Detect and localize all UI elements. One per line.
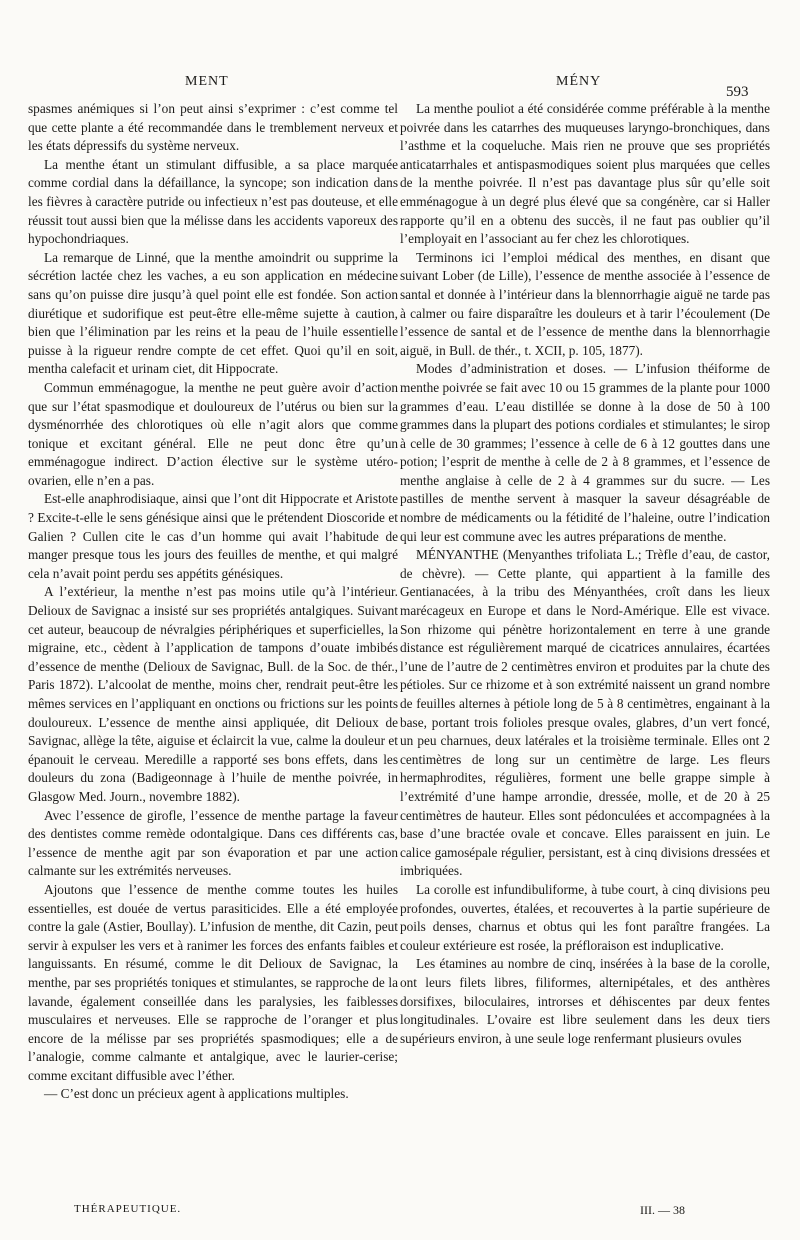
paragraph: Terminons ici l’emploi médical des menthes, en disant que suivant Lober (de Lille), l’essence de menthe associée à l’essence de santal et donnée à l’intérieur dans la blennorrhagie aiguë ne tarde pas à calmer ou faire disparaître les douleurs et à tarir l’écoulement (De l’essence de santal et de l’essence de menthe dans la blennorrhagie aiguë, in Bull. de thér., t. XCII, p. 105, 1877).: [400, 249, 770, 358]
paragraph: spasmes anémiques si l’on peut ainsi s’exprimer : c’est comme tel que cette plante a été recommandée dans le tremblement nerveux et les états dépressifs du système nerveux.: [28, 101, 398, 154]
page-number: 593: [726, 84, 749, 100]
running-head-left: MENT: [185, 74, 229, 89]
paragraph-modes-doses: Modes d’administration et doses. — L’infusion théiforme de menthe poivrée se fait avec 10 ou 15 grammes de la plante pour 1000 grammes d’eau. L’eau distillée se donne à la dose de 50 à 100 grammes dans la plupart des potions cordiales et stimulantes; le sirop à celle de 30 grammes; l’essence à celle de 6 à 12 gouttes dans une potion; l’esprit de menthe à celle de 2 à 8 grammes, et l’essence de menthe anglaise à celle de 2 à 4 grammes sur du sucre. — Les pastilles de menthe servent à masquer la saveur désagréable de nombre de médicaments ou la fétidité de l’haleine, outre l’indication qui leur est commune avec les autres préparations de menthe.: [400, 361, 770, 544]
paragraph-menyanthe-entry: MÉNYANTHE (Menyanthes trifoliata L.; Trèfle d’eau, de castor, de chèvre). — Cette plante, qui appartient à la famille des Gentianacées, à la tribu des Ményanthées, croît dans les lieux marécageux en Europe et dans le Nord-Amérique. Elle est vivace. Son rhizome qui pénètre horizontalement en terre à une grande distance est régulièrement marqué de cicatrices annulaires, écartées l’une de l’autre de 2 centimètres environ et produites par la chute des pétioles. Sur ce rhizome et à son extrémité naissent un grand nombre de feuilles alternes à pétiole long de 5 à 8 centimètres, engainant à la base, portant trois folioles presque ovales, glabres, d’un vert foncé, un peu charnues, deux latérales et la troisième terminale. Elles ont 2 centimètres de long sur un centimètre de large. Les fleurs hermaphrodites, régulières, forment une belle grappe simple à l’extrémité d’une hampe arrondie, dressée, molle, et de 20 à 25 centimètres de hauteur. Elles sont pédonculées et accompagnées à la base d’une bractée ovale et concave. Elles paraissent en juin. Le calice gamosépale régulier, persistant, est à cinq divisions dressées et imbriquées.: [400, 547, 770, 879]
paragraph: Ajoutons que l’essence de menthe comme toutes les huiles essentielles, est douée de vertus parasiticides. Elle a été employée contre la gale (Astier, Boullay). L’infusion de menthe, dit Cazin, peut servir à expulser les vers et à ranimer les forces des enfants faibles et languissants. En résumé, comme le dit Delioux de Savignac, la menthe, par ses propriétés toniques et stimulantes, se rapproche de la lavande, également conseillée dans les paralysies, les faiblesses musculaires et nerveuses. Elle se rapproche de l’oranger et plus encore de la mélisse par ses propriétés spasmodiques; elle a de l’analogie, comme calmante et antalgique, avec le laurier-cerise; comme excitant diffusible avec l’éther.: [28, 881, 398, 1083]
paragraph: Est-elle anaphrodisiaque, ainsi que l’ont dit Hippocrate et Aristote ? Excite-t-elle le sens génésique ainsi que le prétendent Dioscoride et Galien ? Cullen cite le cas d’un homme qui avait l’habitude de manger presque tous les jours des feuilles de menthe, et qui malgré cela n’avait point perdu ses appétits génésiques.: [28, 491, 398, 581]
paragraph: — C’est donc un précieux agent à applications multiples.: [44, 1086, 349, 1102]
paragraph: Avec l’essence de girofle, l’essence de menthe partage la faveur des dentistes comme remède odontalgique. Dans ces différents cas, l’essence de menthe agit par son évaporation et par une action calmante sur les extrémités nerveuses.: [28, 807, 398, 879]
paragraph: Les étamines au nombre de cinq, insérées à la base de la corolle, ont leurs filets libres, filiformes, alternipétales, et des anthères dorsifixes, biloculaires, introrses et déhiscentes par deux fentes longitudinales. L’ovaire est libre seulement dans les deux tiers supérieurs environ, à une seule loge renfermant plusieurs ovules: [400, 956, 770, 1046]
paragraph: A l’extérieur, la menthe n’est pas moins utile qu’à l’intérieur. Delioux de Savignac a insisté sur ses propriétés antalgiques. Suivant cet auteur, beaucoup de névralgies périphériques et superficielles, la migraine, etc., cèdent à l’application de tampons d’ouate imbibés d’essence de menthe (Delioux de Savignac, Bull. de la Soc. de thér., Paris 1872). L’alcoolat de menthe, moins cher, rendrait peut-être les mêmes services en l’appliquant en onctions ou frictions sur les points douloureux. L’essence de menthe ainsi appliquée, dit Delioux de Savignac, allège la tête, aiguise et éclaircit la vue, calme la douleur et épanouit le cerveau. Meredille a rapporté ses bons effets, dans les douleurs du zona (Badigeonnage à l’huile de menthe poivrée, in Glasgow Med. Journ., novembre 1882).: [28, 584, 398, 804]
paragraph: La corolle est infundibuliforme, à tube court, à cinq divisions peu profondes, ouvertes, étalées, et recouvertes à la partie supérieure de poils denses, charnus et obtus qui les font paraître frangées. La couleur extérieure est rosée, la préfloraison est induplicative.: [400, 881, 770, 953]
running-head-right: MÉNY: [556, 74, 602, 89]
footer-volume-marker: III. — 38: [640, 1203, 685, 1217]
right-column: [400, 100, 770, 1048]
paragraph: La menthe étant un stimulant diffusible, a sa place marquée comme cordial dans la défaillance, la syncope; son indication dans les fièvres à caractère putride ou infectieux n’est pas douteuse, et elle réussit tout aussi bien que la mélisse dans les accidents vaporeux des hypochondriaques.: [28, 156, 398, 247]
paragraph: Commun emménagogue, la menthe ne peut guère avoir d’action que sur l’état spasmodique et douloureux de l’utérus ou bien sur la dysménorrhée des chlorotiques où elle n’agit alors que comme tonique et excitant général. Elle ne peut donc être qu’un emménagogue indirect. D’action élective sur le système utéro-ovarien, elle n’en a pas.: [28, 379, 398, 488]
paragraph: La menthe pouliot a été considérée comme préférable à la menthe poivrée dans les catarrhes des muqueuses laryngo-bronchiques, dans l’asthme et la coqueluche. Mais rien ne prouve que ses propriétés anticatarrhales et antispasmodiques soient plus marquées que celles de la menthe poivrée. Il n’est pas davantage plus sûr qu’elle soit emménagogue à un degré plus élevé que sa congénère, car si Haller rapporte qu’il en a obtenu des succès, il ne faut pas oublier qu’il l’employait en l’associant au fer chez les chlorotiques.: [400, 101, 770, 247]
left-column: [28, 100, 398, 1104]
footer-signature: THÉRAPEUTIQUE.: [74, 1203, 182, 1215]
paragraph: La remarque de Linné, que la menthe amoindrit ou supprime la sécrétion lactée chez les vaches, a eu son application en médecine sans qu’on puisse dire jusqu’à quel point elle est fondée. Son action diurétique et sudorifique est peut-être elle-même sujette à caution, bien que l’élimination par les reins et la peau de l’huile essentielle puisse à la rigueur rendre compte de cet effet. Quoi qu’il en soit, mentha calefacit et urinam ciet, dit Hippocrate.: [28, 249, 398, 377]
